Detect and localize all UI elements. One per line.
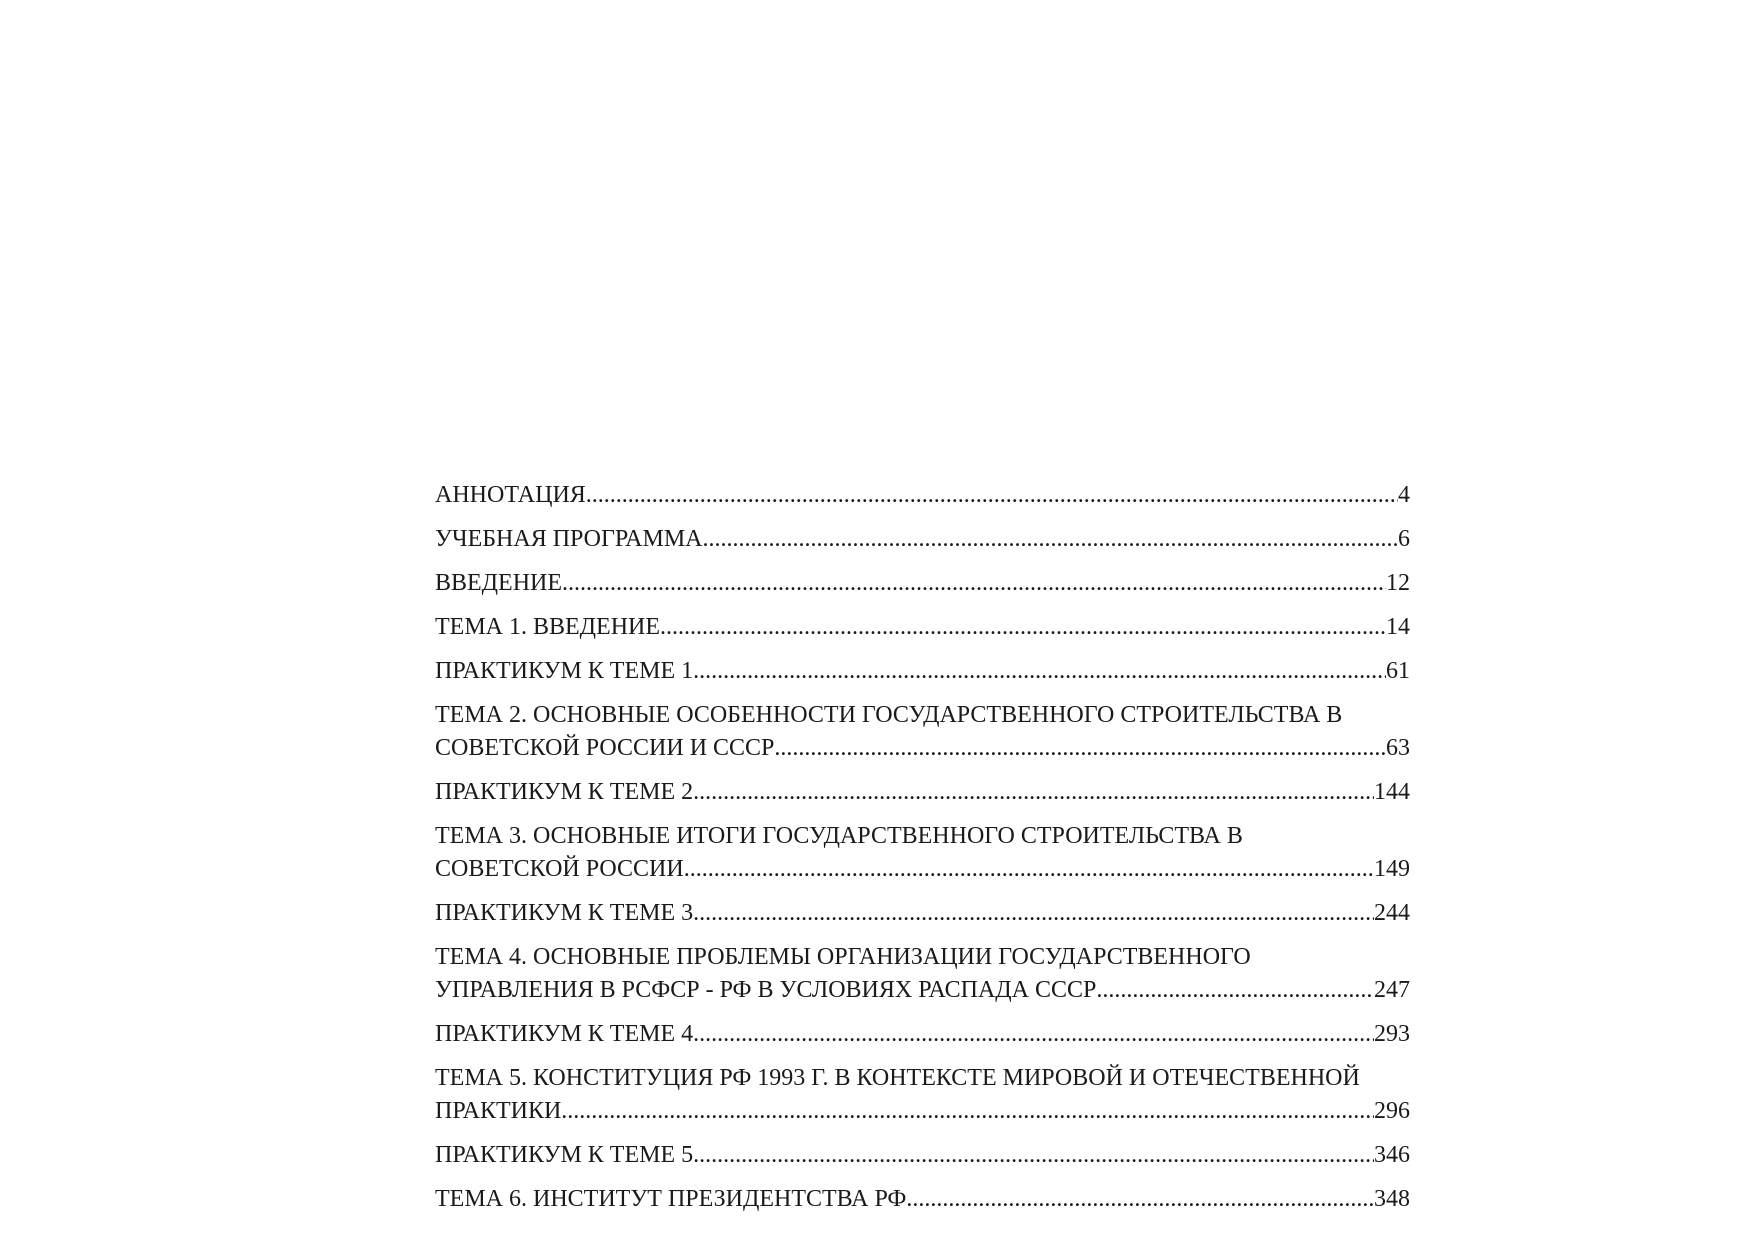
dot-leader bbox=[1096, 974, 1374, 1007]
toc-entry[interactable] bbox=[435, 776, 1410, 809]
toc-entry-page: 346 bbox=[1374, 1142, 1410, 1168]
toc-entry-page: 61 bbox=[1386, 658, 1410, 684]
dot-leader bbox=[693, 776, 1374, 809]
toc-entry-page: 4 bbox=[1398, 482, 1410, 508]
toc-entry-title: ТЕМА 6. ИНСТИТУТ ПРЕЗИДЕНТСТВА РФ bbox=[435, 1186, 907, 1212]
toc-entry[interactable] bbox=[435, 1139, 1410, 1172]
toc-entry-title-line1: ТЕМА 2. ОСНОВНЫЕ ОСОБЕННОСТИ ГОСУДАРСТВЕННОГО СТРОИТЕЛЬСТВА В bbox=[435, 702, 1343, 728]
toc-entry[interactable] bbox=[435, 820, 1410, 886]
toc-entry-page: 12 bbox=[1386, 570, 1410, 596]
toc-entry-title-line2: СОВЕТСКОЙ РОССИИ И СССР bbox=[435, 735, 775, 761]
toc-entry-page: 63 bbox=[1386, 735, 1410, 761]
toc-entry-title-line2: УПРАВЛЕНИЯ В РСФСР - РФ В УСЛОВИЯХ РАСПАДА СССР bbox=[435, 977, 1097, 1003]
toc-entry[interactable] bbox=[435, 479, 1410, 512]
toc-entry[interactable] bbox=[435, 611, 1410, 644]
dot-leader bbox=[693, 655, 1386, 688]
dot-leader bbox=[684, 853, 1374, 886]
toc-entry-page: 247 bbox=[1374, 977, 1410, 1003]
dot-leader bbox=[693, 1018, 1374, 1051]
toc-entry-title-line1: ТЕМА 3. ОСНОВНЫЕ ИТОГИ ГОСУДАРСТВЕННОГО СТРОИТЕЛЬСТВА В bbox=[435, 823, 1243, 849]
dot-leader bbox=[774, 732, 1386, 765]
toc-entry-title-line1: ТЕМА 4. ОСНОВНЫЕ ПРОБЛЕМЫ ОРГАНИЗАЦИИ ГОСУДАРСТВЕННОГО bbox=[435, 944, 1251, 970]
toc-entry-page: 296 bbox=[1374, 1098, 1410, 1124]
dot-leader bbox=[660, 611, 1386, 644]
toc-entry-page: 6 bbox=[1398, 526, 1410, 552]
toc-entry-title: ВВЕДЕНИЕ bbox=[435, 570, 563, 596]
table-of-contents bbox=[435, 479, 1410, 1227]
toc-entry-page: 144 bbox=[1374, 779, 1410, 805]
toc-entry-title-line2: СОВЕТСКОЙ РОССИИ bbox=[435, 856, 684, 882]
dot-leader bbox=[693, 1139, 1374, 1172]
toc-entry-page: 149 bbox=[1374, 856, 1410, 882]
toc-entry-title-line1: ТЕМА 5. КОНСТИТУЦИЯ РФ 1993 Г. В КОНТЕКСТЕ МИРОВОЙ И ОТЕЧЕСТВЕННОЙ bbox=[435, 1065, 1360, 1091]
toc-entry[interactable] bbox=[435, 1018, 1410, 1051]
toc-entry-title: ПРАКТИКУМ К ТЕМЕ 2 bbox=[435, 779, 694, 805]
dot-leader bbox=[693, 897, 1374, 930]
toc-entry[interactable] bbox=[435, 897, 1410, 930]
toc-entry[interactable] bbox=[435, 523, 1410, 556]
toc-entry[interactable] bbox=[435, 567, 1410, 600]
dot-leader bbox=[586, 479, 1398, 512]
toc-entry-page: 14 bbox=[1386, 614, 1410, 640]
toc-entry-title: ТЕМА 1. ВВЕДЕНИЕ bbox=[435, 614, 661, 640]
toc-entry[interactable] bbox=[435, 1183, 1410, 1216]
dot-leader bbox=[561, 1095, 1374, 1128]
toc-entry[interactable] bbox=[435, 941, 1410, 1007]
toc-entry-title: УЧЕБНАЯ ПРОГРАММА bbox=[435, 526, 703, 552]
toc-entry-title: ПРАКТИКУМ К ТЕМЕ 5 bbox=[435, 1142, 694, 1168]
toc-entry-title: ПРАКТИКУМ К ТЕМЕ 1 bbox=[435, 658, 694, 684]
toc-entry-page: 348 bbox=[1374, 1186, 1410, 1212]
dot-leader bbox=[562, 567, 1386, 600]
toc-entry-title: ПРАКТИКУМ К ТЕМЕ 3 bbox=[435, 900, 694, 926]
toc-entry-page: 293 bbox=[1374, 1021, 1410, 1047]
dot-leader bbox=[906, 1183, 1374, 1216]
toc-entry[interactable] bbox=[435, 699, 1410, 765]
toc-entry[interactable] bbox=[435, 655, 1410, 688]
toc-entry-page: 244 bbox=[1374, 900, 1410, 926]
dot-leader bbox=[703, 523, 1398, 556]
toc-entry[interactable] bbox=[435, 1062, 1410, 1128]
toc-entry-title: АННОТАЦИЯ bbox=[435, 482, 586, 508]
toc-entry-title-line2: ПРАКТИКИ bbox=[435, 1098, 562, 1124]
toc-entry-title: ПРАКТИКУМ К ТЕМЕ 4 bbox=[435, 1021, 694, 1047]
